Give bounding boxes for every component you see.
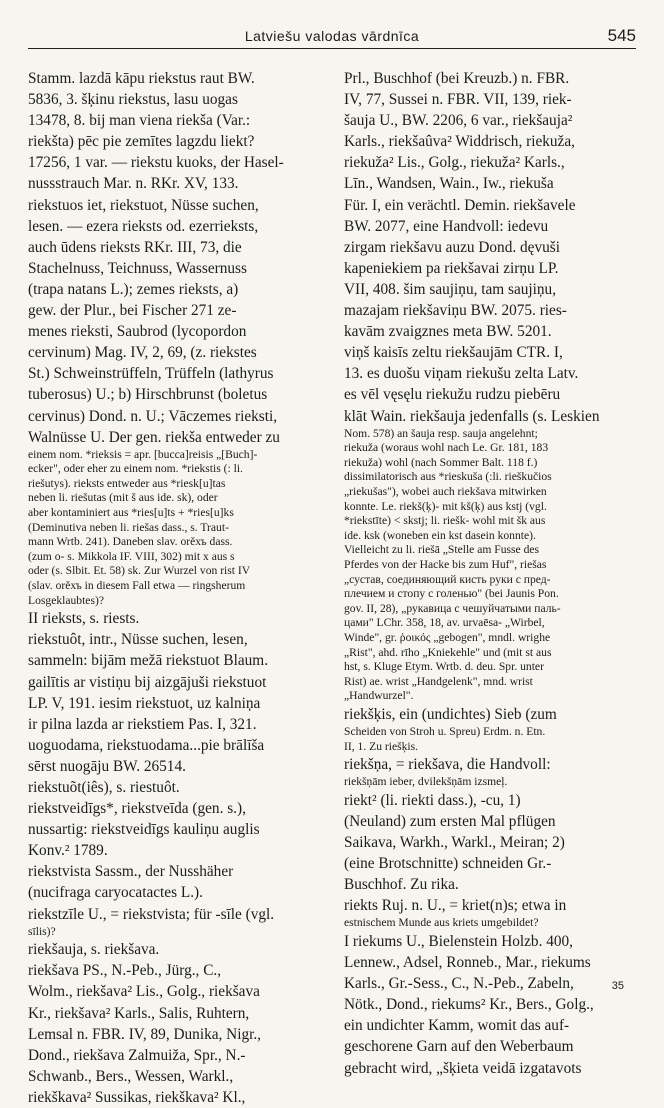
text-line: sīlis)?: [28, 924, 56, 938]
text-line: ide. ksk (woneben ein kst dasein konnte).: [344, 528, 536, 542]
text-line: auch ūdens rieksts RKr. III, 73, die: [28, 238, 242, 256]
text-line: riekuža (woraus wohl nach Le. Gr. 181, 183: [344, 441, 549, 455]
text-line: riekstveidīgs*, riekstveīda (gen. s.),: [28, 800, 246, 818]
text-line: hst, s. Kluge Etym. Wrtb. d. deu. Spr. unter: [344, 660, 544, 674]
text-line: Nom. 578) an šauja resp. sauja angelehnt;: [344, 426, 538, 440]
text-line: Stamm. lazdā kāpu riekstus raut BW.: [28, 70, 255, 87]
text-line: Prl., Buschhof (bei Kreuzb.) n. FBR.: [344, 70, 570, 87]
text-columns: [28, 68, 636, 1106]
text-line: Vielleicht zu li. riešā „Stelle am Fusse des: [344, 543, 540, 557]
text-line: Winde", gr. ῥοικός „gebogen", mndl. wrighe: [344, 630, 551, 644]
text-line: *riekstīte) < skstj; li. riešk- wohl mit šk aus: [344, 514, 546, 528]
text-line: Losgeklaubtes)?: [28, 593, 104, 607]
text-line: Konv.² 1789.: [28, 842, 108, 860]
text-line: (Neuland) zum ersten Mal pflügen: [344, 812, 556, 830]
text-line: IV, 77, Sussei n. FBR. VII, 139, riek-: [344, 91, 572, 109]
text-line: LP. V, 191. iesim riekstuot, uz kalniņa: [28, 694, 261, 712]
text-line: estnischem Munde aus kriets umgebildet?: [344, 916, 539, 930]
text-line: BW. 2077, eine Handvoll: iedevu: [344, 217, 549, 235]
text-line: gov. II, 28), „рукавица с чешуйчатыми паль-: [344, 601, 561, 615]
text-line: mazajam riekšaviņu BW. 2075. ries-: [344, 302, 567, 320]
text-line: kapeniekiem pa riekšavai zirņu LP.: [344, 259, 559, 277]
text-line: 5836, 3. šķinu riekstus, lasu uogas: [28, 91, 238, 109]
text-line: riekšta) pēc pie zemītes lagzdu liekt?: [28, 133, 255, 151]
text-line: (slav. orěхъ in diesem Fall etwa — ringsherum: [28, 579, 246, 593]
text-line: Stachelnuss, Teichnuss, Wassernuss: [28, 259, 247, 277]
text-line: riekšauja, s. riekšava.: [28, 941, 160, 959]
text-line: Saikava, Warkh., Warkl., Meiran; 2): [344, 834, 565, 852]
text-line: Walnüsse U. Der gen. riekša entweder zu: [28, 428, 280, 446]
text-line: gebracht wird, „šķieta veidā izgatavots: [344, 1059, 582, 1077]
text-line: (trapa natans L.); zemes rieksts, a): [28, 280, 239, 298]
text-line: klāt Wain. riekšauja jedenfalls (s. Leskien: [344, 407, 600, 425]
text-line: II rieksts, s. riests.: [28, 610, 140, 628]
text-line: zirgam riekšavu auzu Dond. dęvuši: [344, 238, 560, 256]
text-line: riekstuõt(iês), s. riestuôt.: [28, 778, 180, 796]
text-line: konnte. Le. riekš(ķ)- mit kš(ķ) aus kstj (vgl.: [344, 499, 547, 513]
text-line: geschorene Garn auf den Weberbaum: [344, 1038, 574, 1056]
text-line: cervinum) Mag. IV, 2, 69, (z. riekstes: [28, 344, 257, 362]
text-line: Nötk., Dond., riekums² Kr., Bers., Golg.,: [344, 996, 594, 1014]
text-line: riekuža) wohl (nach Sommer Balt. 118 f.): [344, 455, 538, 469]
page-header: [28, 18, 636, 49]
text-line: ecker", oder eher zu einem nom. *riekstis (: li.: [28, 462, 243, 476]
text-line: II, 1. Zu riešķis.: [344, 739, 419, 753]
text-line: (nucifraga caryocatactes L.).: [28, 884, 203, 902]
text-line: ir pilna lazda ar riekstiem Pas. I, 321.: [28, 715, 257, 733]
text-line: Rist) ae. wrist „Handgelenk", mnd. wrist: [344, 674, 533, 688]
text-line: Schwanb., Bers., Wessen, Warkl.,: [28, 1067, 234, 1085]
text-line: neben li. riešutas (mit š aus ide. sk), oder: [28, 491, 218, 505]
text-line: šauja U., BW. 2206, 6 var., riekšauja²: [344, 112, 573, 130]
page-number: 545: [607, 26, 636, 45]
text-line: Dond., riekšava Zalmuiža, Spr., N.-: [28, 1046, 246, 1064]
text-line: viņš kaisīs zeltu riekšaujām CTR. I,: [344, 344, 563, 362]
page-title: Latviešu valodas vārdnīca: [244, 28, 420, 44]
text-line: es vēl vęsęlu riekužu rudzu piebēru: [344, 386, 561, 404]
text-line: oder (s. Slbit. Et. 58) sk. Zur Wurzel von rist IV: [28, 564, 251, 578]
text-line: Für. I, ein verächtl. Demin. riekšavele: [344, 196, 576, 214]
text-line: riekstzīle U., = riekstvista; für -sīle (vgl.: [28, 905, 275, 923]
text-line: lesen. — ezera rieksts od. ezerrieksts,: [28, 217, 259, 235]
text-line: Karls., riekšaûva² Widdrisch, riekuža,: [344, 133, 575, 151]
text-line: riekt² (li. riekti dass.), -cu, 1): [344, 791, 521, 809]
text-line: Lennew., Adsel, Ronneb., Mar., riekums: [344, 954, 591, 972]
text-line: „Rist", ahd. rīho „Kniekehle" und (mit st aus: [344, 645, 552, 659]
text-line: „сустав, соединяющий кисть руки с пред-: [344, 572, 551, 586]
text-line: riekšava PS., N.-Peb., Jürg., C.,: [28, 962, 222, 980]
text-line: sammeln: bijām mežā riekstuot Blaum.: [28, 652, 269, 670]
text-line: St.) Schweinstrüffeln, Trüffeln (lathyrus: [28, 365, 274, 383]
text-line: riekuža² Lis., Golg., riekuža² Karls.,: [344, 154, 565, 172]
printer-signature: 35: [611, 980, 624, 992]
text-line: riekšņa, = riekšava, die Handvoll:: [344, 756, 551, 774]
text-line: cervinus) Dond. n. U.; Vāczemes rieksti,: [28, 407, 278, 425]
text-line: gew. der Plur., bei Fischer 271 ze-: [28, 302, 237, 320]
text-line: gailītis ar vistiņu bij aizgājuši riekstuot: [28, 673, 267, 691]
text-line: „Handwurzel".: [344, 689, 414, 703]
text-line: Karls., Gr.-Sess., C., N.-Peb., Zabeln,: [344, 975, 574, 993]
text-line: riekšņām ieber, dvilekšņām izsmeļ.: [344, 775, 508, 789]
text-line: riekstuos iet, riekstuot, Nüsse suchen,: [28, 196, 259, 214]
text-line: uoguodama, riekstuodama...pie brālīša: [28, 736, 265, 754]
text-line: I riekums U., Bielenstein Holzb. 400,: [344, 933, 573, 950]
text-line: „riekušas"), wobei auch riekšava mitwirken: [344, 484, 547, 498]
text-line: (eine Brotschnitte) schneiden Gr.-: [344, 855, 552, 873]
text-line: 13. es duošu viņam riekušu zelta Latv.: [344, 365, 579, 383]
text-line: 17256, 1 var. — riekstu kuoks, der Hasel-: [28, 154, 284, 172]
text-line: (zum o- s. Mikkola IF. VIII, 302) mit x aus s: [28, 549, 235, 563]
text-line: einem nom. *rieksis = apr. [bucca]reisis „[Buch]-: [28, 447, 258, 461]
left-column: [28, 68, 324, 1106]
text-line: Scheiden von Stroh u. Spreu) Erdm. n. Etn.: [344, 724, 546, 738]
text-line: riešutys). rieksts entweder aus *riesk[u]tas: [28, 476, 226, 490]
text-line: tuberosus) U.; b) Hirschbrunst (boletus: [28, 386, 268, 404]
text-line: kavām zvaigznes meta BW. 5201.: [344, 323, 552, 341]
text-line: riekts Ruj. n. U., = kriet(n)s; etwa in: [344, 897, 567, 915]
text-line: menes rieksti, Saubrod (lycopordon: [28, 323, 247, 341]
text-line: riekstvista Sassm., der Nusshäher: [28, 863, 234, 881]
text-line: nussstrauch Mar. n. RKr. XV, 133.: [28, 175, 239, 193]
text-line: aber kontaminiert aus *ries[u]ts + *ries[u]ks: [28, 506, 234, 520]
text-line: mann Wrtb. 241). Daneben slav. orěхъ dass.: [28, 535, 233, 549]
right-column: [344, 68, 640, 1077]
text-line: dissimilatorisch aus *rieskuša (:li. rieškučios: [344, 470, 552, 484]
text-line: riekstuôt, intr., Nüsse suchen, lesen,: [28, 631, 248, 649]
text-line: nussartig: riekstveidīgs kauliņu auglis: [28, 821, 260, 839]
text-line: riekškava² Sussikas, riekškava² Kl.,: [28, 1088, 246, 1106]
text-line: плечием и стопу с голенью" (bei Jaunis Pon.: [344, 587, 559, 601]
text-line: VII, 408. šim saujiņu, tam saujiņu,: [344, 280, 557, 298]
text-line: (Deminutiva neben li. riešas dass., s. Traut-: [28, 520, 229, 534]
text-line: Kr., riekšava² Karls., Salis, Ruhtern,: [28, 1004, 250, 1022]
text-line: 13478, 8. bij man viena riekša (Var.:: [28, 112, 251, 130]
text-line: Wolm., riekšava² Lis., Golg., riekšava: [28, 983, 260, 1001]
text-line: Līn., Wandsen, Wain., Iw., riekuša: [344, 175, 554, 193]
text-line: riekšķis, ein (undichtes) Sieb (zum: [344, 705, 557, 723]
text-line: sērst nuogāju BW. 26514.: [28, 757, 186, 775]
text-line: Pferdes von der Hacke bis zum Huf", riešas: [344, 557, 547, 571]
text-line: Lemsal n. FBR. IV, 89, Dunika, Nigr.,: [28, 1025, 261, 1043]
text-line: ein undichter Kamm, womit das auf-: [344, 1017, 570, 1035]
text-line: цами" LChr. 358, 18, av. urvaēsa- „Wirbel,: [344, 616, 545, 630]
text-line: Buschhof. Zu rika.: [344, 876, 459, 894]
